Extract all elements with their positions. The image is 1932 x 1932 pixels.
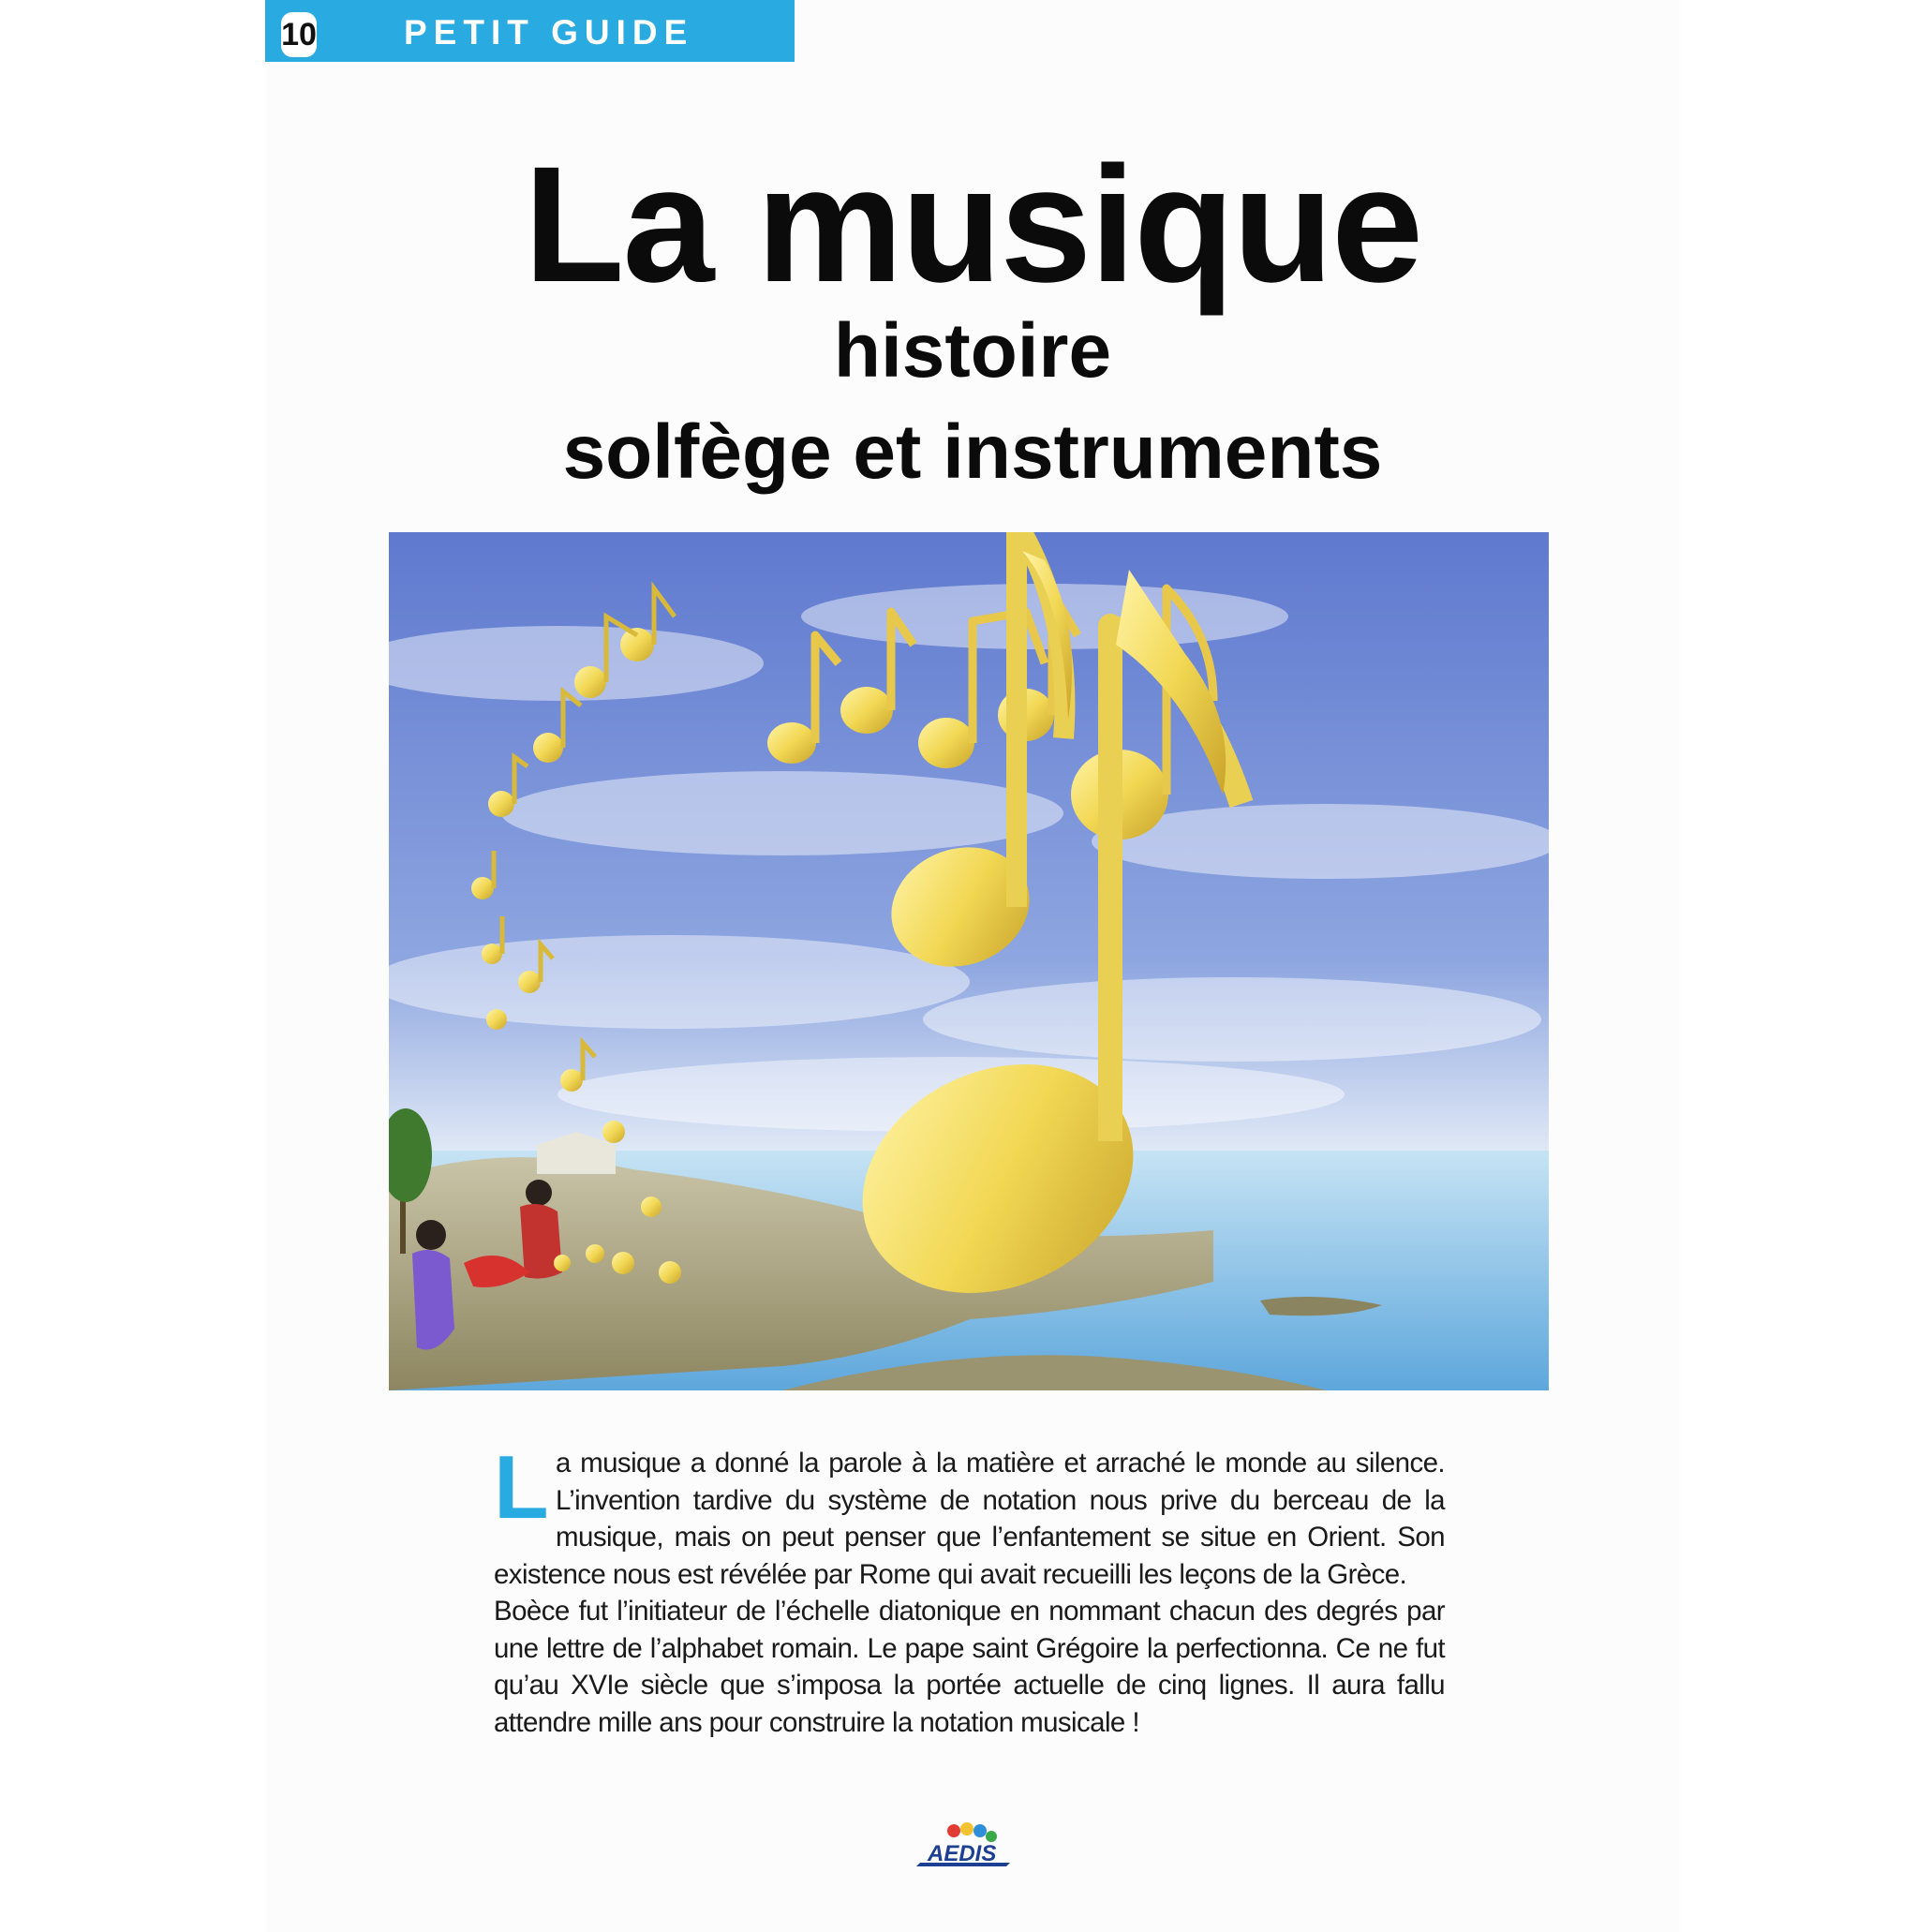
intro-paragraph-2: Boèce fut l’initiateur de l’échelle diatonique en nommant chacun des degrés par une lettre de l’alphabet romain. Le pape saint Grégoire la perfectionna. Ce ne fut qu’au XVIe siècle que s’imposa la portée actuelle de cinq lignes. Il aura fallu attendre mille ans pour construire la notation musicale !	[494, 1596, 1445, 1738]
cover-illustration	[389, 532, 1549, 1390]
series-name: PETIT GUIDE	[404, 13, 694, 52]
drop-cap: L	[494, 1437, 549, 1538]
book-subtitle-line1: histoire	[833, 308, 1112, 394]
book-title: La musique	[524, 133, 1421, 317]
publisher-logo-text: AEDIS	[928, 1841, 997, 1866]
intro-paragraph-1-text: a musique a donné la parole à la matière et arraché le monde au silence. L’invention tardive du système de notation nous prive du berceau de la musique, mais on peut penser que l’enfantement se situe en Orient. Son existence nous est révélée par Rome qui avait recueilli les leçons de la Grèce.	[494, 1448, 1445, 1590]
intro-text	[494, 1437, 1445, 1741]
book-subtitle-line2: solfège et instruments	[562, 409, 1383, 495]
series-banner	[265, 0, 795, 62]
publisher-logo	[916, 1818, 1019, 1868]
intro-paragraph-1	[494, 1437, 1445, 1593]
series-number: 10	[281, 12, 317, 57]
